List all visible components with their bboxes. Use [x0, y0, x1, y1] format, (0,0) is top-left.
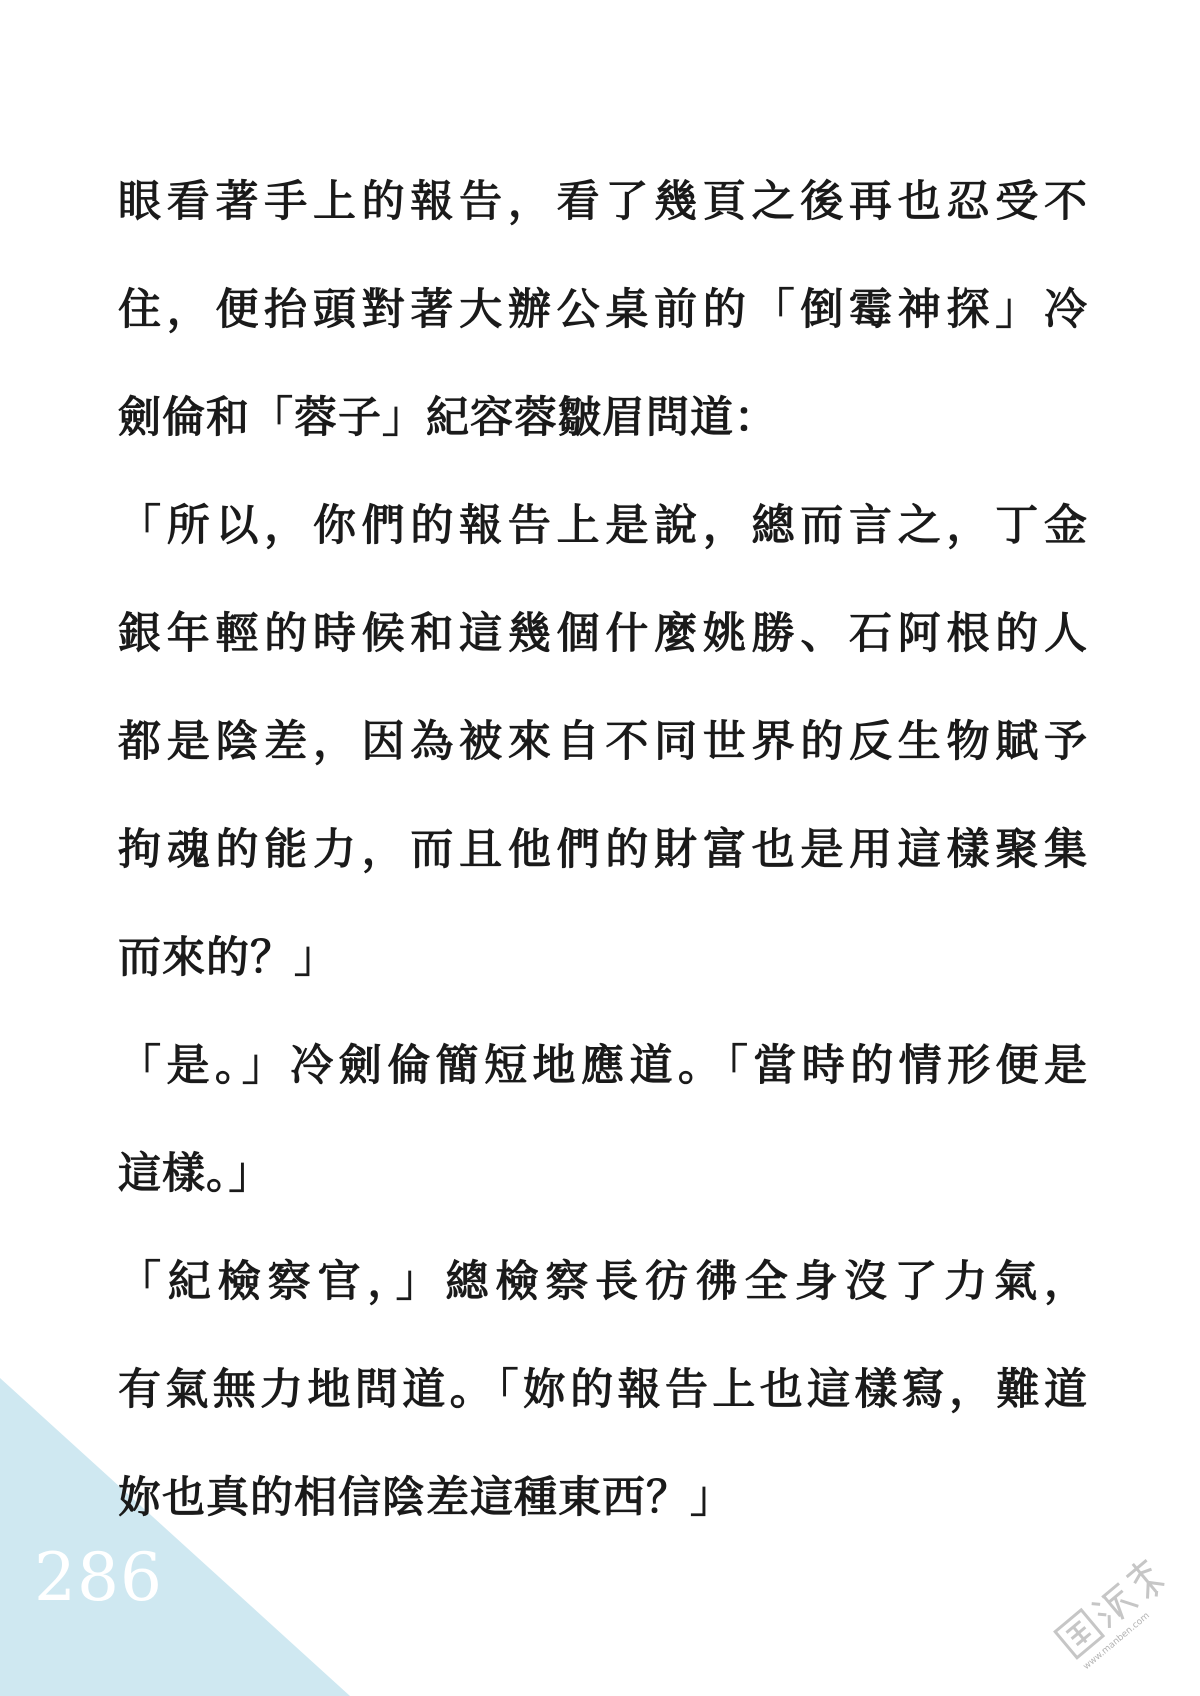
text-line: 眼看著手上的報告，看了幾頁之後再也忍受不 — [118, 177, 1088, 227]
page-number: 286 — [34, 1539, 163, 1616]
text-line: 有氣無力地問道。「妳的報告上也這樣寫，難道 — [118, 1365, 1088, 1415]
text-line: 「所以，你們的報告上是說，總而言之，丁金 — [118, 501, 1088, 551]
text-line: 住，便抬頭對著大辦公桌前的「倒霉神探」冷 — [118, 285, 1088, 335]
text-line: 妳也真的相信陰差這種東西？」 — [118, 1473, 734, 1523]
text-line: 劍倫和「蓉子」紀容蓉皺眉問道： — [118, 393, 778, 443]
text-line: 銀年輕的時候和這幾個什麼姚勝、石阿根的人 — [118, 609, 1088, 659]
text-line: 這樣。」 — [118, 1149, 273, 1199]
text-line: 「紀檢察官，」總檢察長彷彿全身沒了力氣， — [118, 1257, 1088, 1307]
watermark-site-text: www.manben.com — [1081, 1610, 1152, 1673]
text-line: 都是陰差，因為被來自不同世界的反生物賦予 — [118, 717, 1088, 767]
body-text — [118, 168, 1088, 1572]
text-line: 「是。」冷劍倫簡短地應道。「當時的情形便是 — [118, 1041, 1088, 1091]
watermark-logo — [1040, 1525, 1190, 1685]
text-line: 拘魂的能力，而且他們的財富也是用這樣聚集 — [118, 825, 1088, 875]
text-line: 而來的？」 — [118, 933, 338, 983]
